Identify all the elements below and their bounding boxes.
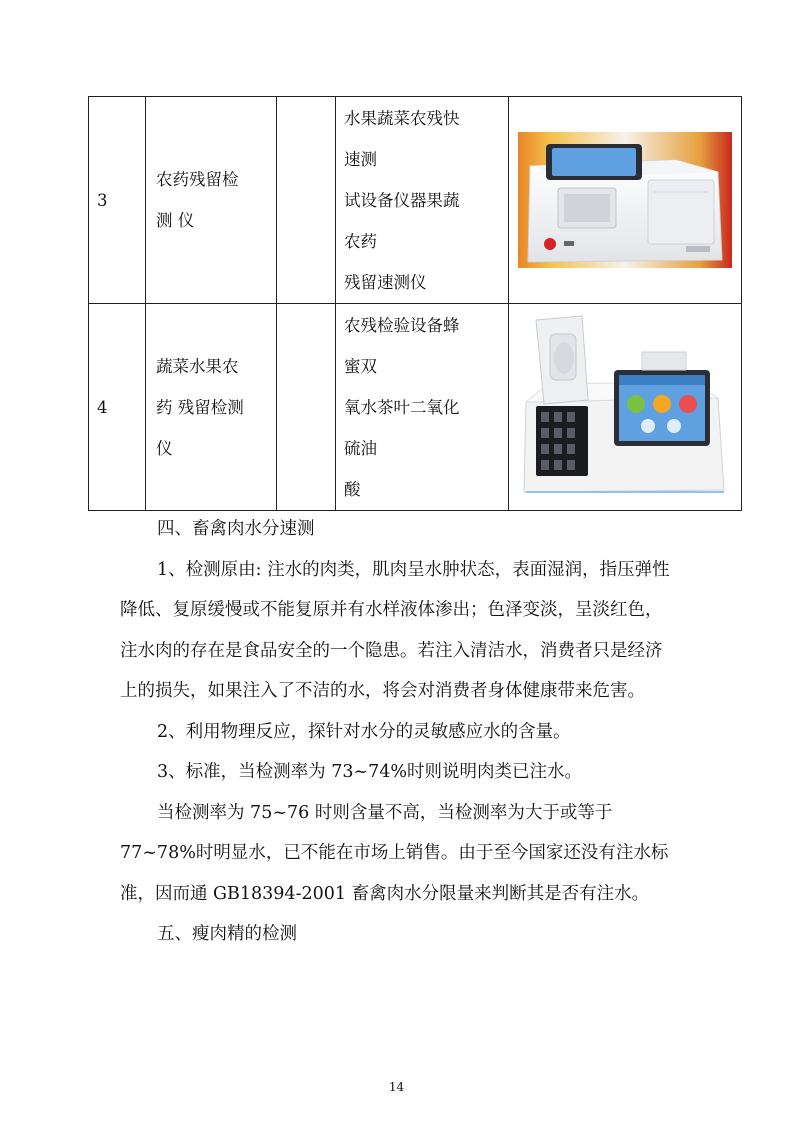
device-image-cell [509,97,742,304]
device-image-cell [509,304,742,511]
table-row [89,304,742,511]
device-name: 农药残留检 测 仪 [146,97,277,304]
table-row [89,97,742,304]
section-heading-4: 四、畜禽肉水分速测 [157,519,315,539]
paragraph-detection-rate-rest: 77~78%时明显水，已不能在市场上销售。由于至今国家还没有注水标准，因而通 GB18394-2001 畜禽肉水分限量来判断其是否有注水。 [120,843,669,904]
section-heading-5: 五、瘦肉精的检测 [157,924,297,944]
touchscreen-residue-detector-photo [518,312,732,502]
paragraph-standard: 3、标准，当检测率为 73~74%时则说明肉类已注水。 [157,762,583,782]
pesticide-residue-analyzer-photo [518,132,732,268]
empty-cell [277,97,336,304]
equipment-table [88,96,742,511]
device-description: 水果蔬菜农残快 速测 试设备仪器果蔬 农药 残留速测仪 [336,97,509,304]
device-description: 农残检验设备蜂 蜜双 氧水茶叶二氧化 硫油 酸 [336,304,509,511]
paragraph-detection-reason: 1、检测原由: 注水的肉类，肌肉呈水肿状态，表面湿润，指压弹性降低、复原缓慢或不能复原并有水样液体渗出；色泽变淡，呈淡红色，注水肉的存在是食品安全的一个隐患。若注入清洁水，消费者只是经济上的损失，如果注入了不洁的水，将会对消费者身体健康带来危害。 [120,559,670,701]
page-number: 14 [388,1080,405,1094]
paragraph-detection-rate-line: 当检测率为 75~76 时则含量不高，当检测率为大于或等于 [157,802,613,823]
empty-cell [277,304,336,511]
row-number: 4 [89,304,146,511]
row-number: 3 [89,97,146,304]
section-body [120,509,675,955]
device-name: 蔬菜水果农 药 残留检测 仪 [146,304,277,511]
paragraph-physical-reaction: 2、利用物理反应，探针对水分的灵敏感应水的含量。 [157,721,571,742]
